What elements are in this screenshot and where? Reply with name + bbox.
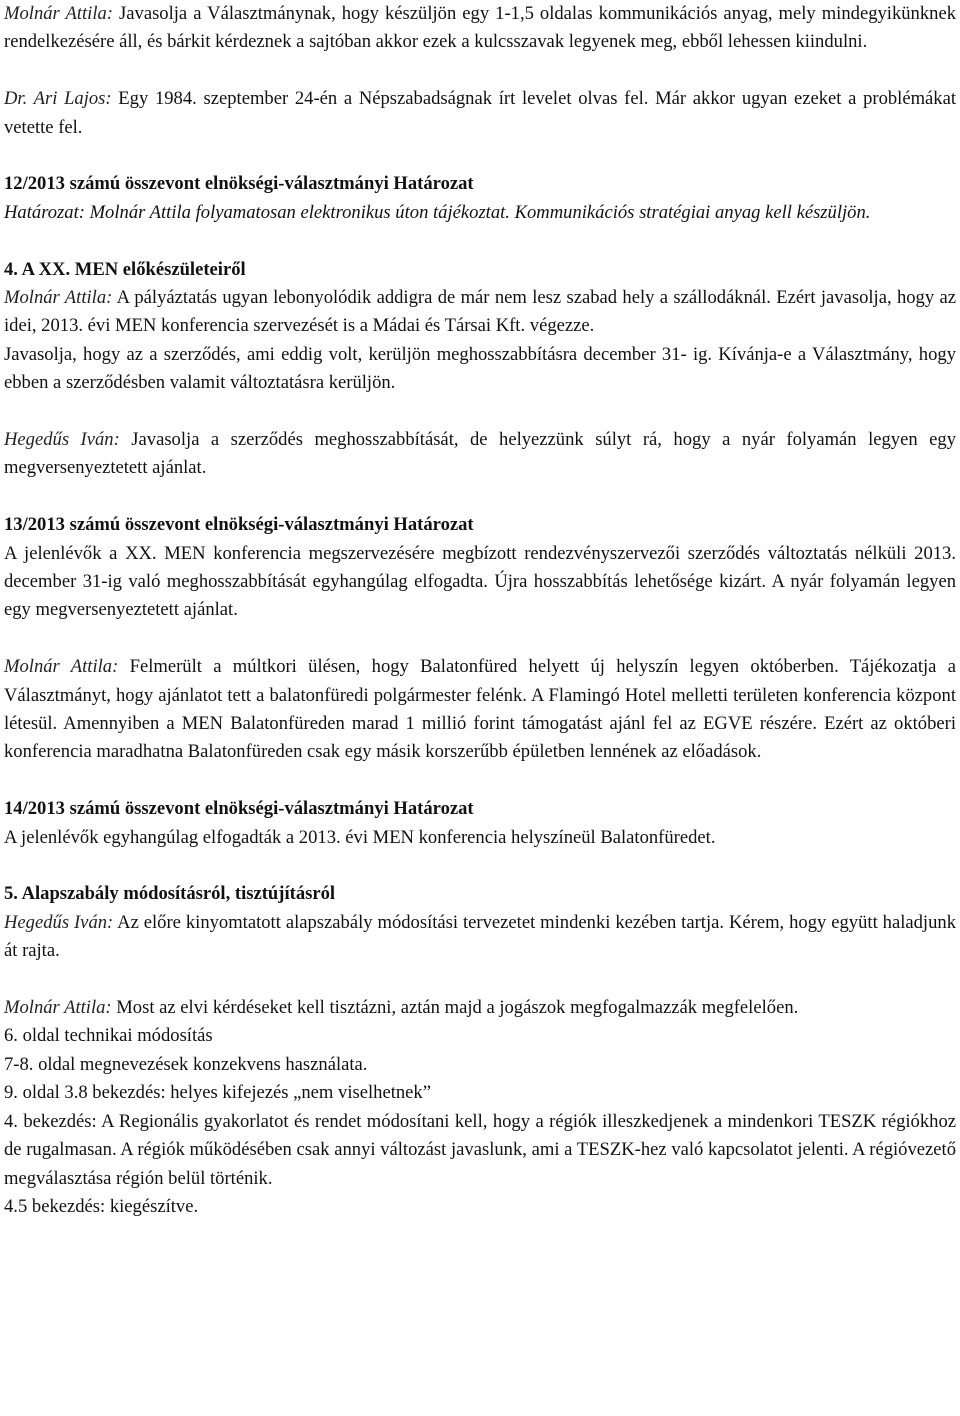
paragraph-text: A pályáztatás ugyan lebonyolódik addigra de már nem lesz szabad hely a szállodáknál. Ezért javasolja, hogy az idei, 2013. évi MEN konferencia szervezését is a Mádai és Társai Kft. végezze. [4,287,956,337]
section-heading-men: 4. A XX. MEN előkészületeiről [4,258,246,280]
paragraph-ari-letter [4,85,956,142]
speaker-name: Hegedűs Iván: [4,911,114,933]
spacer [4,625,956,653]
paragraph-molnar-balatonfured [4,653,956,767]
paragraph-text: Most az elvi kérdéseket kell tisztázni, aztán majd a jogászok megfogalmazzák megfelelően. [111,997,799,1019]
paragraph-hegedus-bylaws [4,909,956,966]
spacer [4,142,956,170]
paragraph-regional-practice: 4. bekezdés: A Regionális gyakorlatot és rendet módosítani kell, hogy a régiók illeszkedjenek a mindenkori TESZK régiókhoz de rugalmasan. A régiók működésében csak annyi változást javaslunk, ami a TESZK-hez való kapcsolatot jelenti. A régióvezető megválasztása régión belül történik. [4,1110,956,1189]
speaker-name: Hegedűs Iván: [4,429,120,451]
document-body [4,0,956,1221]
list-item: 9. oldal 3.8 bekezdés: helyes kifejezés „nem viselhetnek” [4,1082,431,1104]
paragraph-molnar-tender [4,284,956,341]
paragraph-hegedus-contract [4,426,956,483]
spacer [4,966,956,994]
paragraph-molnar-principles [4,994,956,1022]
resolution-text-13: A jelenlévők a XX. MEN konferencia megszervezésére megbízott rendezvényszervezői szerződés változtatás nélküli 2013. december 31-ig való meghosszabbítását egyhangúlag elfogadta. Újra hosszabbítás lehetősége kizárt. A nyár folyamán legyen egy megversenyeztetett ajánlat. [4,542,956,621]
spacer [4,852,956,880]
speaker-name: Molnár Attila: [4,287,113,309]
resolution-text-12: Határozat: Molnár Attila folyamatosan elektronikus úton tájékoztat. Kommunikációs stratégiai anyag kell készüljön. [4,201,871,223]
spacer [4,57,956,85]
paragraph-text: Javasolja a szerződés meghosszabbítását, de helyezzünk súlyt rá, hogy a nyár folyamán legyen egy megversenyeztetett ajánlat. [4,429,956,479]
paragraph-text: Az előre kinyomtatott alapszabály módosítási tervezetet mindenki kezében tartja. Kérem, hogy együtt haladjunk át rajta. [4,911,956,962]
resolution-text-14: A jelenlévők egyhangúlag elfogadták a 2013. évi MEN konferencia helyszíneül Balatonfüredet. [4,826,716,848]
resolution-heading-12: 12/2013 számú összevont elnökségi-választmányi Határozat [4,173,474,195]
resolution-heading-14: 14/2013 számú összevont elnökségi-választmányi Határozat [4,798,474,820]
speaker-name: Molnár Attila: [4,997,112,1019]
spacer [4,398,956,426]
resolution-heading-13: 13/2013 számú összevont elnökségi-választmányi Határozat [4,514,474,536]
paragraph-contract-extension: Javasolja, hogy az a szerződés, ami eddig volt, kerüljön meghosszabbításra december 31- ig. Kívánja-e a Választmány, hogy ebben a szerződésben valamit változtatásra kerüljön. [4,343,956,394]
paragraph-text: Javasolja a Választmánynak, hogy készüljön egy 1-1,5 oldalas kommunikációs anyag, mely mindegyikünknek rendelkezésére áll, és bárkit kérdeznek a sajtóban akkor ezek a kulcsszavak legyenek meg, ebből lehessen kiindulni. [4,3,956,53]
paragraph-text: Egy 1984. szeptember 24-én a Népszabadságnak írt levelet olvas fel. Már akkor ugyan ezeket a problémákat vetette fel. [4,88,957,138]
spacer [4,483,956,511]
spacer [4,227,956,255]
paragraph-text: Felmerült a múltkori ülésen, hogy Balatonfüred helyett új helyszín legyen októberben. Tájékozatja a Választmányt, hogy ajánlatot tett a balatonfüredi polgármester felénk. A Flamingó Hotel melletti területen konferencia központ létesül. Amennyiben a MEN Balatonfüreden marad 1 millió forint támogatást ajánl fel az EGVE részére. Ezért az októberi konferencia maradhatna Balatonfüreden csak egy másik korszerűbb épületben lennének az előadások. [4,656,956,763]
list-item: 6. oldal technikai módosítás [4,1025,213,1047]
paragraph-molnar-communication [4,0,956,57]
speaker-name: Molnár Attila: [4,656,119,678]
paragraph-section-supplement: 4.5 bekezdés: kiegészítve. [4,1195,199,1217]
list-item: 7-8. oldal megnevezések konzekvens használata. [4,1053,368,1075]
speaker-name: Molnár Attila: [4,3,113,24]
spacer [4,767,956,795]
section-heading-bylaws: 5. Alapszabály módosításról, tisztújításról [4,883,336,905]
speaker-name: Dr. Ari Lajos: [4,88,112,110]
amendment-list [4,1022,956,1107]
